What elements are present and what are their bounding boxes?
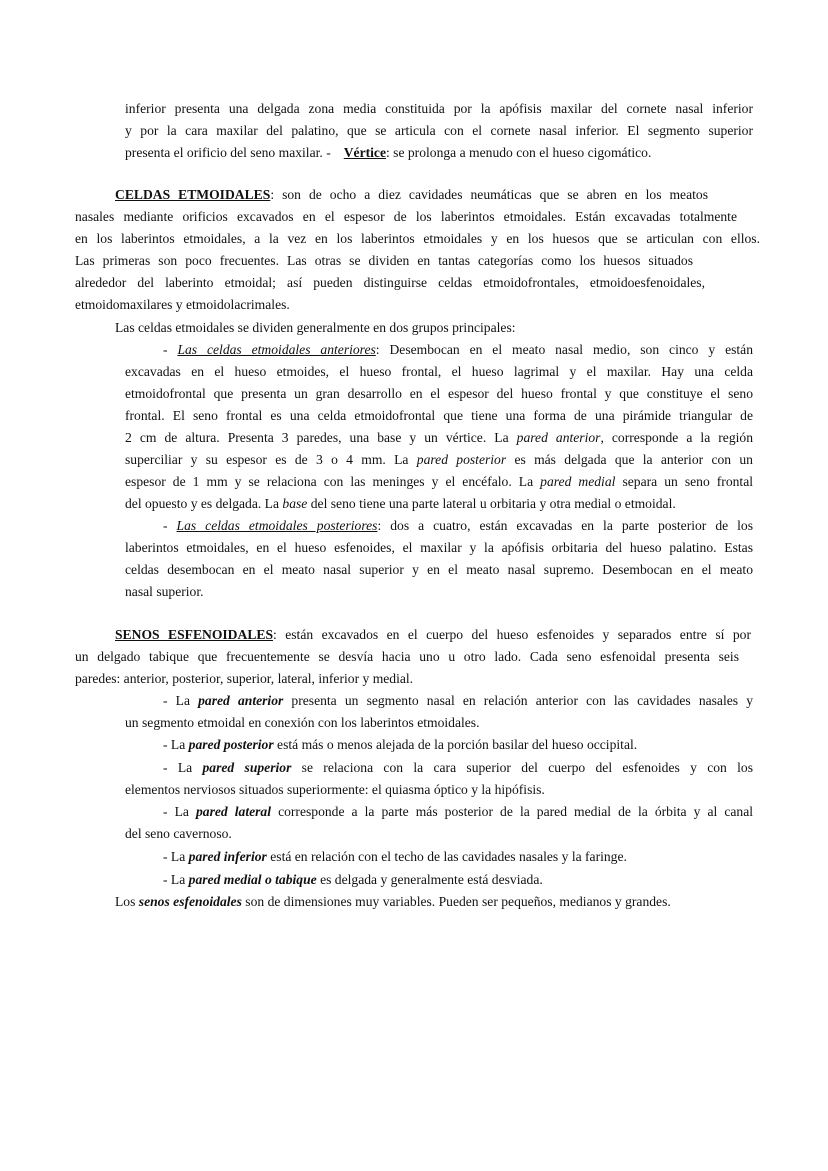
senos-closing-line (115, 891, 671, 913)
celdas-line-3: en los laberintos etmoidales, a la vez en los laberintos etmoidales y en los huesos que se articulan con ellos. (75, 231, 760, 246)
posteriores-line-1 (163, 515, 753, 537)
anteriores-line-7-rest: separa un seno frontal (622, 474, 754, 489)
pared-lateral-line-2: del seno cavernoso. (125, 826, 232, 841)
pared-lateral-dash: - La (163, 804, 196, 819)
posteriores-line-3: celdas desembocan en el meato nasal superior y en el meato nasal supremo. Desembocan en el meato (125, 562, 753, 577)
anteriores-line-2: excavadas en el hueso etmoides, el hueso frontal, el hueso lagrimal y el maxilar. Hay una celda (125, 364, 753, 379)
base-term: base (282, 496, 308, 511)
intro-line-3-rest: : se prolonga a menudo con el hueso cigomático. (385, 145, 652, 160)
senos-closing-pre: Los (115, 894, 139, 909)
pared-superior-line-2: elementos nerviosos situados superiormente: el quiasma óptico y la hipófisis. (125, 782, 545, 797)
pared-posterior-term: pared posterior (416, 452, 507, 467)
senos-esfenoidales-term: senos esfenoidales (138, 894, 242, 909)
pared-posterior-dash: - La (163, 737, 189, 752)
pared-superior-line-1-text: se relaciona con la cara superior del cuerpo del esfenoides y con los (301, 760, 753, 775)
pared-anterior-line-2: un segmento etmoidal en conexión con los laberintos etmoidales. (125, 715, 480, 730)
posteriores-line-2: laberintos etmoidales, en el hueso esfenoides, el maxilar y la apófisis orbitaria del hueso palatino. Estas (125, 540, 753, 555)
anteriores-dash: - (163, 342, 178, 357)
pared-anterior-term: pared anterior (516, 430, 601, 445)
anteriores-line-5-rest: , corresponde a la región (600, 430, 753, 445)
celdas-groups: Las celdas etmoidales se dividen generalmente en dos grupos principales: (115, 320, 516, 335)
anteriores-line-4: frontal. El seno frontal es una celda etmoidofrontal que tiene una forma de una pirámide triangular de (125, 408, 753, 423)
intro-line-1: inferior presenta una delgada zona media constituida por la apófisis maxilar del cornete nasal inferior (125, 101, 753, 116)
pared-superior-line-1 (163, 757, 753, 779)
posteriores-term: Las celdas etmoidales posteriores (176, 518, 378, 533)
senos-pared-posterior-term: pared posterior (188, 737, 274, 752)
intro-line-3-text: presenta el orificio del seno maxilar. - (125, 145, 331, 160)
pared-medial-line (163, 869, 543, 891)
anteriores-line-7-text: espesor de 1 mm y se relaciona con las meninges y el encéfalo. La (125, 474, 534, 489)
pared-lateral-line-1 (163, 801, 753, 823)
anteriores-term: Las celdas etmoidales anteriores (177, 342, 376, 357)
senos-pared-anterior-term: pared anterior (198, 693, 284, 708)
celdas-line-2: nasales mediante orificios excavados en el espesor de los laberintos etmoidales. Están excavadas totalmente (75, 209, 737, 224)
celdas-line-1 (115, 184, 708, 206)
pared-posterior-text: está más o menos alejada de la porción basilar del hueso occipital. (273, 737, 638, 752)
intro-line-2: y por la cara maxilar del palatino, que se articula con el cornete nasal inferior. El segmento superior (125, 123, 753, 138)
anteriores-line-3: etmoidofrontal que presenta un gran desarrollo en el espesor del hueso frontal y que constituye el seno (125, 386, 753, 401)
senos-line-1 (115, 624, 751, 646)
senos-pared-superior-term: pared superior (202, 760, 292, 775)
posteriores-line-1-text: : dos a cuatro, están excavadas en la parte posterior de los (377, 518, 754, 533)
pared-lateral-line-1-text: corresponde a la parte más posterior de la pared medial de la órbita y al canal (271, 804, 753, 819)
anteriores-line-7 (125, 471, 753, 493)
celdas-line-6: etmoidomaxilares y etmoidolacrimales. (75, 297, 290, 312)
pared-inferior-text: está en relación con el techo de las cavidades nasales y la faringe. (266, 849, 627, 864)
anteriores-line-5-text: 2 cm de altura. Presenta 3 paredes, una base y un vértice. La (125, 430, 509, 445)
senos-closing-text: son de dimensiones muy variables. Pueden ser pequeños, medianos y grandes. (241, 894, 671, 909)
celdas-line-1-text: : son de ocho a diez cavidades neumáticas que se abren en los meatos (270, 187, 708, 202)
anteriores-line-8 (125, 493, 676, 515)
pared-anterior-dash: - La (163, 693, 199, 708)
celdas-line-5: alrededor del laberinto etmoidal; así pueden distinguirse celdas etmoidofrontales, etmoidoesfenoidales, (75, 275, 705, 290)
vertice-term: Vértice (343, 145, 386, 160)
anteriores-line-8-rest: del seno tiene una parte lateral u orbitaria y otra medial o etmoidal. (310, 496, 676, 511)
intro-line-3 (125, 142, 651, 164)
anteriores-line-1-text: : Desembocan en el meato nasal medio, son cinco y están (375, 342, 753, 357)
posteriores-line-4: nasal superior. (125, 584, 204, 599)
pared-anterior-line-1 (163, 690, 753, 712)
pared-medial-text: es delgada y generalmente está desviada. (316, 872, 543, 887)
pared-inferior-line (163, 846, 627, 868)
senos-heading: SENOS ESFENOIDALES (115, 627, 274, 642)
senos-pared-lateral-term: pared lateral (195, 804, 272, 819)
celdas-line-4: Las primeras son poco frecuentes. Las otras se dividen en tantas categorías como los huesos situados (75, 253, 693, 268)
anteriores-line-6-rest: es más delgada que la anterior con un (514, 452, 753, 467)
pared-anterior-line-1-text: presenta un segmento nasal en relación anterior con las cavidades nasales y (283, 693, 753, 708)
pared-posterior-line (163, 734, 637, 756)
pared-inferior-dash: - La (163, 849, 189, 864)
pared-medial-dash: - La (163, 872, 189, 887)
senos-line-1-text: : están excavados en el cuerpo del hueso esfenoides y separados entre sí por (273, 627, 751, 642)
anteriores-line-5 (125, 427, 753, 449)
senos-line-3: paredes: anterior, posterior, superior, lateral, inferior y medial. (75, 671, 414, 686)
celdas-heading: CELDAS ETMOIDALES (115, 187, 271, 202)
anteriores-line-1 (163, 339, 753, 361)
pared-medial-term: pared medial (540, 474, 616, 489)
senos-pared-inferior-term: pared inferior (188, 849, 267, 864)
pared-superior-dash: - La (163, 760, 193, 775)
senos-line-2: un delgado tabique que frecuentemente se desvía hacia uno u otro lado. Cada seno esfenoidal presenta seis (75, 649, 739, 664)
posteriores-dash: - (163, 518, 177, 533)
anteriores-line-6 (125, 449, 753, 471)
anteriores-line-6-text: superciliar y su espesor es de 3 o 4 mm. La (125, 452, 409, 467)
senos-pared-medial-term: pared medial o tabique (188, 872, 317, 887)
anteriores-line-8-text: del opuesto y es delgada. La (125, 496, 280, 511)
